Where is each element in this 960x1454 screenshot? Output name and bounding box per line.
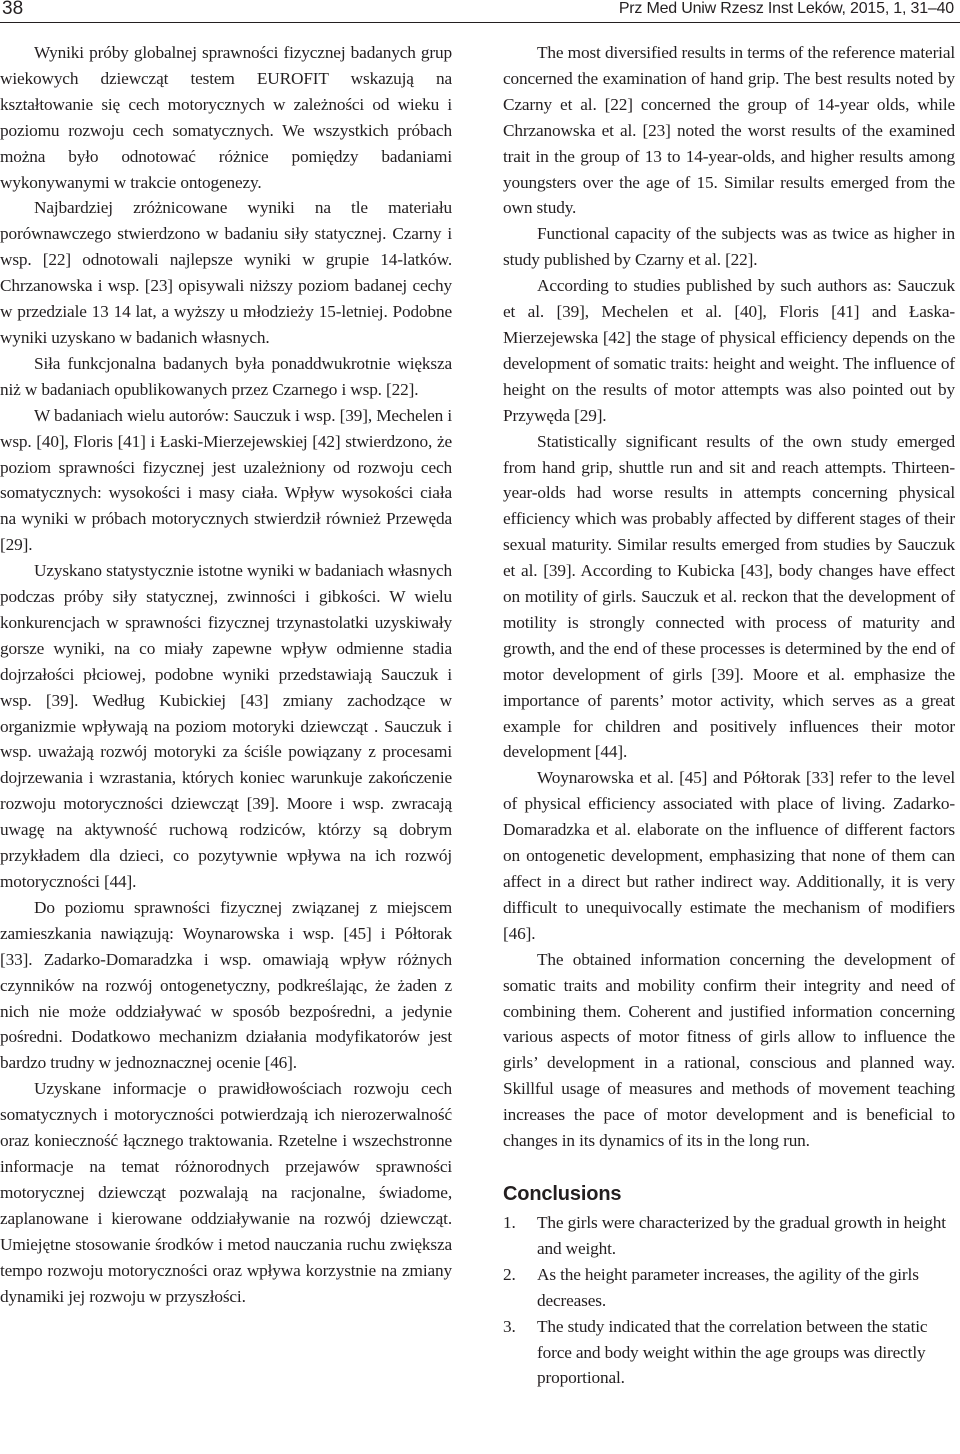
paragraph: The obtained information concerning the development of somatic traits and mobility confirm their integrity and need of combining them. Coherent and justified information concerning various aspects of motor fitness of girls allow to influence the girls’ development in a rational, conscious and planned way. Skillful usage of measures and methods of movement teaching increases the pace of motor development and is beneficial to changes in its dynamics of its in the long run. bbox=[503, 949, 955, 1151]
conclusions-list bbox=[503, 1210, 955, 1391]
conclusion-item bbox=[503, 1314, 955, 1392]
paragraph: Uzyskane informacje o prawidłowościach rozwoju cech somatycznych i motoryczności potwierdzają ich nierozerwalność oraz konieczność łącznego traktowania. Rzetelne i wszechstronne informacje na temat różnorodnych przejawów sprawności motorycznej dziewcząt pozwalają na racjonalne, świadome, zaplanowane i kierowane oddziaływanie na rozwój dziewcząt. Umiejętne stosowanie środków i metod nauczania ruchu zwiększa tempo rozwoju motoryczności oraz wpływa korzystnie na zmiany dynamiki jej rozwoju w przyszłości. bbox=[0, 1079, 452, 1306]
page-number: 38 bbox=[2, 0, 24, 19]
paragraph: Woynarowska et al. [45] and Półtorak [33] refer to the level of physical efficiency associated with place of living. Zadarko-Domaradzka et al. elaborate on the influence of different factors on ontogenetic development, emphasizing that none of them can affect in a direct but rather indirect way. Additionally, it is very difficult to unequivocally estimate the mechanism of modifiers [46]. bbox=[503, 768, 955, 943]
conclusion-item bbox=[503, 1210, 955, 1262]
conclusion-number: 1. bbox=[503, 1212, 516, 1232]
paragraph: Wyniki próby globalnej sprawności fizycznej badanych grup wiekowych dziewcząt testem EUROFIT wskazują na kształtowanie się cech motorycznych w zależności od wieku i poziomu rozwoju cech somatycznych. We wszystkich próbach można było odnotować różnice pomiędzy badaniami wykonywanymi w trakcie ontogenezy. bbox=[0, 43, 452, 192]
paragraph: Statistically significant results of the own study emerged from hand grip, shuttle run and sit and reach attempts. Thirteen-year-olds had worse results in attempts concerning physical efficiency which was probably affected by different stages of their sexual maturity. Similar results emerged from studies by Sauczuk et al. [39]. According to Kubicka [43], body changes have effect on motility of girls. Sauczuk et al. reckon that the development of motility is strongly connected with process of maturity and growth, and the end of these processes is determined by the end of motor development of girls [39]. Moore et al. emphasize the importance of parents’ motor activity, which serves as a great example for children and positively influences their motor development [44]. bbox=[503, 431, 955, 762]
conclusion-text: The study indicated that the correlation between the static force and body weight within the age groups was directly proportional. bbox=[537, 1316, 928, 1388]
conclusion-text: The girls were characterized by the gradual growth in height and weight. bbox=[537, 1212, 946, 1258]
conclusion-number: 3. bbox=[503, 1316, 516, 1336]
conclusion-number: 2. bbox=[503, 1264, 516, 1284]
paragraph: Functional capacity of the subjects was as twice as higher in study published by Czarny et al. [22]. bbox=[503, 224, 955, 270]
journal-reference: Prz Med Uniw Rzesz Inst Leków, 2015, 1, 31–40 bbox=[618, 0, 954, 17]
conclusions-heading: Conclusions bbox=[503, 1182, 622, 1205]
paragraph: W badaniach wielu autorów: Sauczuk i wsp. [39], Mechelen i wsp. [40], Floris [41] i Łaski-Mierzejewskiej [42] stwierdzono, że poziom sprawności fizycznej jest uzależniony od rozwoju cech somatycznych: wysokości i masy ciała. Wpływ wysokości ciała na wyniki w próbach motorycznych stwierdził również Przewęda [29]. bbox=[0, 405, 452, 555]
paragraph: Siła funkcjonalna badanych była ponaddwukrotnie większa niż w badaniach opublikowanych przez Czarnego i wsp. [22]. bbox=[0, 353, 452, 399]
paragraph: According to studies published by such authors as: Sauczuk et al. [39], Mechelen et al. [40], Floris [41] and Łaska-Mierzejewska [42] the stage of physical efficiency depends on the development of somatic traits: height and weight. The influence of height on the results of motor attempts was also pointed out by Przywęda [29]. bbox=[503, 276, 955, 425]
page-header bbox=[0, 0, 960, 24]
paragraph: Do poziomu sprawności fizycznej związanej z miejscem zamieszkania nawiązują: Woynarowska i wsp. [45] i Półtorak [33]. Zadarko-Domaradzka i wsp. omawiają wpływ różnych czynników na rozwój ontogenetyczny, podkreślając, że żaden z nich nie może oddziaływać w sposób bezpośredni, a jedynie pośredni. Dodatkowo mechanizm działania modyfikatorów jest bardzo trudny w jednoznacznej ocenie [46]. bbox=[0, 897, 452, 1073]
conclusion-item bbox=[503, 1262, 955, 1314]
right-column-english-text bbox=[503, 40, 955, 1391]
left-column-polish-text bbox=[0, 40, 452, 1309]
paragraph: Najbardziej zróżnicowane wyniki na tle materiału porównawczego stwierdzono w badaniu siły statycznej. Czarny i wsp. [22] odnotowali najlepsze wyniki w grupie 14-latków. Chrzanowska i wsp. [23] opisywali niższy poziom badanej cechy w przedziale 13 14 lat, a wyższy u młodzieży 15-letniej. Podobne wyniki uzyskano w badanich własnych. bbox=[0, 198, 452, 347]
header-rule bbox=[0, 22, 960, 23]
paragraph: The most diversified results in terms of the reference material concerned the examination of hand grip. The best results noted by Czarny et al. [22] concerned the group of 14-year olds, while Chrzanowska et al. [23] noted the worst results of the examined trait in the group of 13 to 14-year-olds, and higher results among youngsters over the age of 15. Similar results emerged from the own study. bbox=[503, 43, 955, 218]
paragraph: Uzyskano statystycznie istotne wyniki w badaniach własnych podczas próby siły statycznej, zwinności i gibkości. W wielu konkurencjach w sprawności fizycznej trzynastolatki uzyskiwały gorsze wyniki, na co miały zapewne wpływ odmienne stadia dojrzałości płciowej, podobne wyniki przedstawiają Sauczuk i wsp. [39]. Według Kubickiej [43] zmiany zachodzące w organizmie wpływają na poziom motoryki dziewcząt . Sauczuk i wsp. uważają rozwój motoryki za ściśle powiązany z procesami dojrzewania i wzrastania, których koniec warunkuje zakończenie rozwoju motoryczności dziewcząt [39]. Moore i wsp. zwracają uwagę na aktywność ruchową rodziców, którzy są dobrym przykładem dla dzieci, co pozytywnie wpływa na ich rozwój motoryczności [44]. bbox=[0, 561, 452, 891]
conclusion-text: As the height parameter increases, the agility of the girls decreases. bbox=[537, 1264, 919, 1310]
